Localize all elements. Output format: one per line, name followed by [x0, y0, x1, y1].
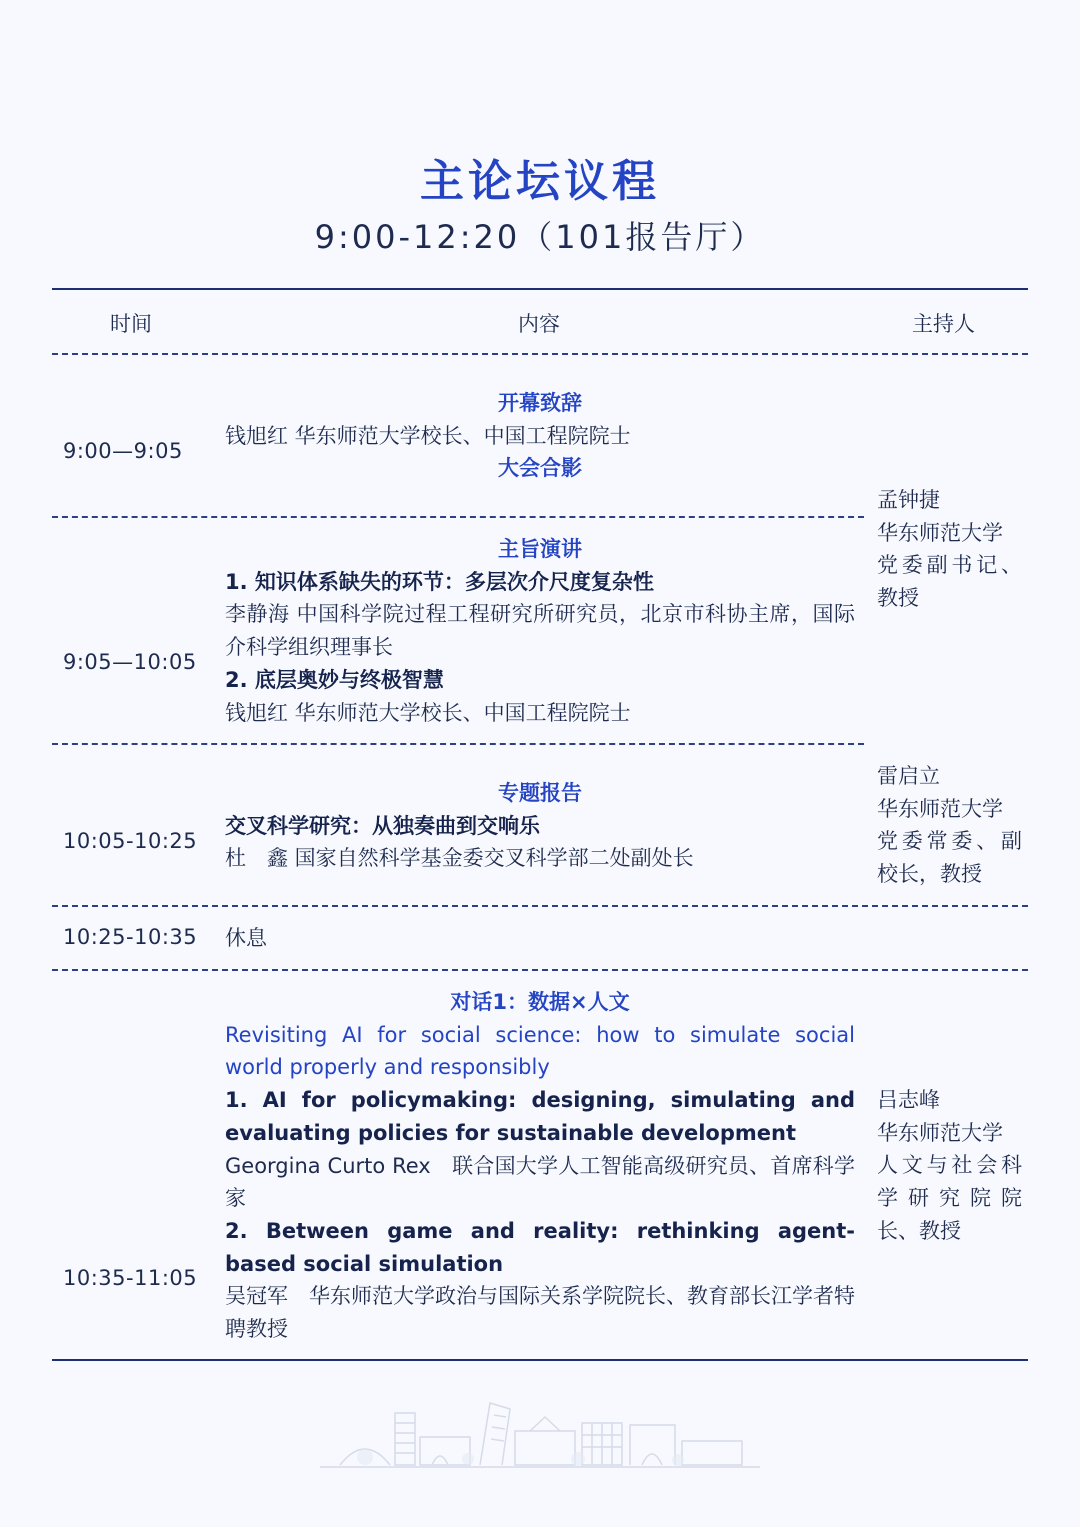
hall-building: [515, 1431, 575, 1465]
row-content-special: [225, 777, 855, 875]
speaker-line: 钱旭红 华东师范大学校长、中国工程院院士: [225, 700, 631, 725]
campus-skyline-decoration: [320, 1395, 760, 1475]
column-header-content: 内容: [518, 312, 560, 336]
row-time-opening: 9:00—9:05: [63, 439, 183, 463]
talk-title: 1. 知识体系缺失的环节：多层次介尺度复杂性: [225, 569, 654, 594]
host-block: [877, 1084, 1022, 1248]
header-divider: [52, 353, 1028, 355]
talk-title: 交叉科学研究：从独奏曲到交响乐: [225, 813, 540, 838]
host-title: 党委副书记、教授: [877, 553, 1022, 611]
section-title: 对话1：数据×人文: [450, 990, 630, 1014]
row-content-dialogue: [225, 986, 855, 1346]
row-content-break: 休息: [225, 926, 267, 950]
page-subtitle: 9:00-12:20（101报告厅）: [314, 218, 766, 256]
talk-title: 1. AI for policymaking: designing, simulating and evaluating policies for sustainable development: [225, 1088, 855, 1145]
speaker-line: 李静海 中国科学院过程工程研究所研究员，北京市科协主席，国际介科学组织理事长: [225, 602, 855, 660]
row-divider: [52, 516, 864, 518]
column-header-host: 主持人: [912, 312, 975, 336]
row-time-special: 10:05-10:25: [63, 829, 198, 853]
section-title: 专题报告: [498, 781, 582, 805]
row-time-keynote: 9:05—10:05: [63, 650, 197, 674]
host-name: 雷启立: [877, 764, 940, 788]
host-block: [877, 760, 1022, 891]
tower-building: [395, 1413, 415, 1465]
row-time-dialogue: 10:35-11:05: [63, 1266, 198, 1290]
host-org: 华东师范大学: [877, 796, 1003, 821]
speaker-line: 钱旭红 华东师范大学校长、中国工程院院士: [225, 423, 631, 448]
host-title: 党委常委、副校长，教授: [877, 829, 1022, 887]
host-name: 吕志峰: [877, 1088, 940, 1112]
column-header-time: 时间: [110, 312, 152, 336]
row-divider: [52, 969, 1028, 971]
speaker-line: 吴冠军 华东师范大学政治与国际关系学院院长、教育部长江学者特聘教授: [225, 1284, 855, 1342]
side-building: [682, 1441, 742, 1465]
row-time-break: 10:25-10:35: [63, 925, 198, 949]
row-divider: [52, 905, 1028, 907]
table-bottom-rule: [52, 1359, 1028, 1361]
speaker-line: Georgina Curto Rex 联合国大学人工智能高级研究员、首席科学家: [225, 1153, 855, 1211]
dialogue-theme: Revisiting AI for social science: how to simulate social world properly and responsibly: [225, 1022, 855, 1080]
table-top-rule: [52, 288, 1028, 290]
talk-title: 2. Between game and reality: rethinking agent-based social simulation: [225, 1218, 855, 1276]
sail-tower: [480, 1403, 510, 1465]
gate-building: [630, 1425, 675, 1465]
host-title: 人文与社会科学研究院院长、教授: [877, 1153, 1022, 1243]
row-divider: [52, 743, 864, 745]
host-name: 孟钟捷: [877, 488, 940, 512]
section-title: 主旨演讲: [498, 537, 582, 561]
page-title: 主论坛议程: [420, 156, 660, 207]
row-content-keynote: [225, 533, 855, 729]
section-title: 大会合影: [498, 456, 582, 481]
row-content-opening: [225, 387, 855, 485]
host-org: 华东师范大学: [877, 520, 1003, 545]
host-block: [877, 484, 1022, 615]
section-title: 开幕致辞: [498, 391, 582, 415]
talk-title: 2. 底层奥妙与终极智慧: [225, 667, 444, 692]
host-org: 华东师范大学: [877, 1120, 1003, 1145]
speaker-line: 杜 鑫 国家自然科学基金委交叉科学部二处副处长: [225, 846, 694, 871]
